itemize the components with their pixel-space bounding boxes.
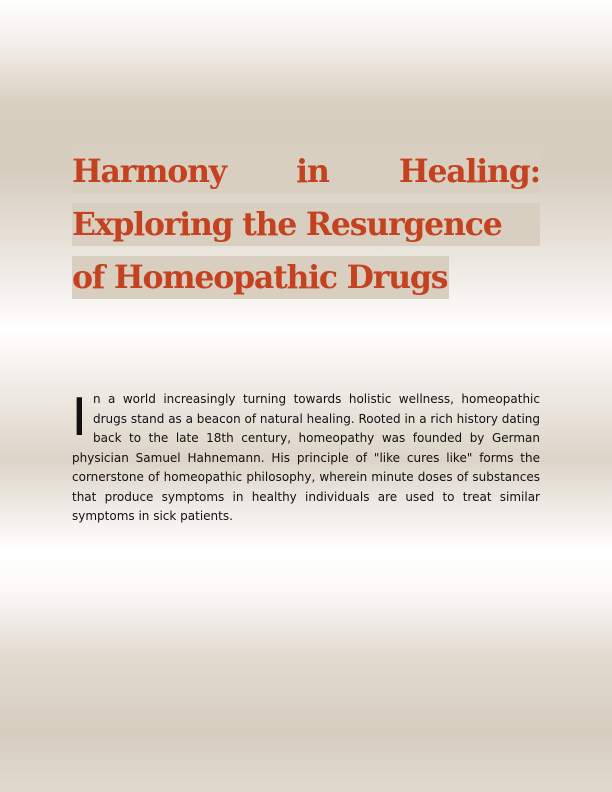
article-body [72, 390, 540, 527]
body-paragraph: n a world increasingly turning towards holistic wellness, homeopathic drugs stand as a beacon of natural healing. Rooted in a rich history dating back to the late 18th century, homeopathy was founded by German physician Samuel Hahnemann. His principle of "like cures like" forms the cornerstone of homeopathic philosophy, wherein minute doses of substances that produce symptoms in healthy individuals are used to treat similar symptoms in sick patients. [72, 392, 540, 523]
title-word: Harmony [72, 153, 226, 190]
drop-cap: I [74, 388, 85, 448]
title-line-2: Exploring the Resurgence [72, 203, 540, 246]
title-line-3: of Homeopathic Drugs [72, 256, 449, 299]
title-word: Healing: [398, 153, 540, 190]
title-word: in [296, 153, 329, 190]
article-title [72, 150, 540, 313]
title-line-1 [72, 150, 540, 193]
